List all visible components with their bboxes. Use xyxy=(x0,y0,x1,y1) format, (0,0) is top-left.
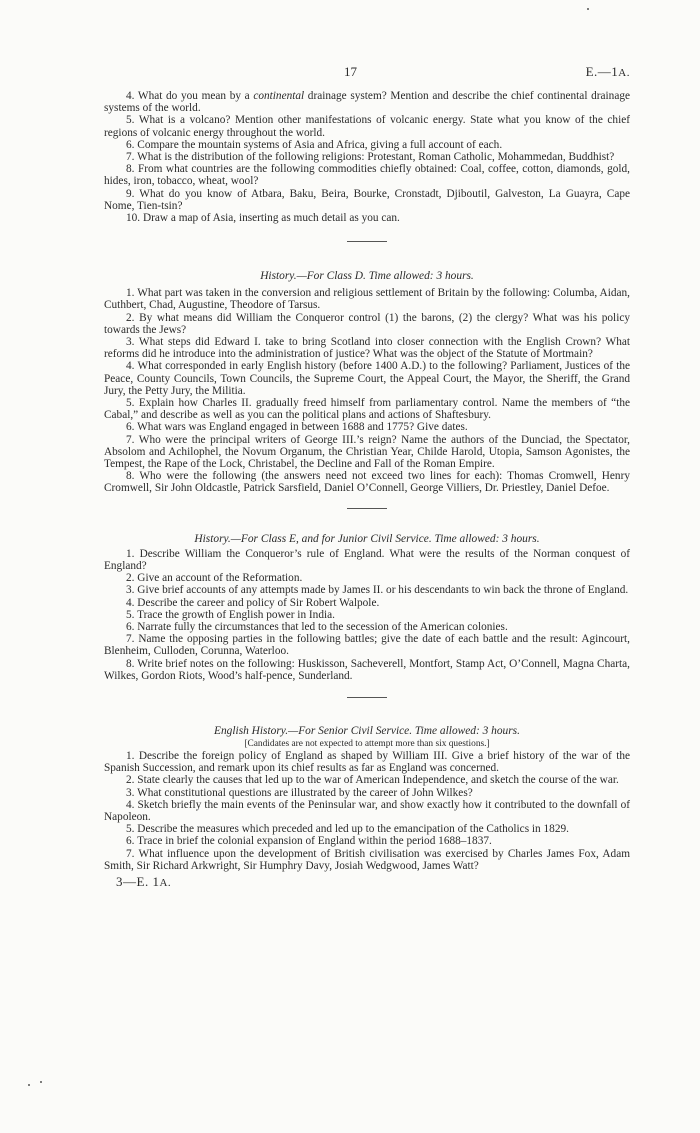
section-title-english-history-senior: English History.—For Senior Civil Service. Time allowed: 3 hours. xyxy=(214,724,520,737)
question: 1. Describe the foreign policy of England as shaped by William III. Give a brief history of the war of the Spanish Succession, and remark upon its chief results as far as England was concerned. xyxy=(104,749,630,775)
question: 9. What do you know of Atbara, Baku, Beira, Bourke, Cronstadt, Djiboutil, Galveston, La Guayra, Cape Nome, Tien-tsin? xyxy=(104,187,630,212)
geography-questions xyxy=(104,90,630,224)
question: 5. Describe the measures which preceded and led up to the emancipation of the Catholics in 1829. xyxy=(126,823,569,836)
question: 8. Write brief notes on the following: Huskisson, Sacheverell, Montfort, Stamp Act, O’Connell, Magna Charta, Wilkes, Gordon Riots, Wood’s half-pence, Sunderland. xyxy=(104,657,630,682)
document-page xyxy=(104,60,630,890)
question: 3. Give brief accounts of any attempts made by James II. or his descendants to win back the throne of England. xyxy=(126,584,629,597)
question: 6. Compare the mountain systems of Asia and Africa, giving a full account of each. xyxy=(126,138,503,151)
question: 2. Give an account of the Reformation. xyxy=(126,572,303,585)
question: 7. Who were the principal writers of George III.’s reign? Name the authors of the Dunciad, the Spectator, Absolom and Achilophel, the Novum Organum, the Christian Year, Childe Harold, Utopia, Samson Agonistes, the Tempest, the Rape of the Lock, Christabel, the Decline and Fall of the Roman Empire. xyxy=(104,433,630,471)
history-class-d-questions xyxy=(104,287,630,494)
question: 7. Name the opposing parties in the following battles; give the date of each battle and the result: Agincourt, Blenheim, Culloden, Corunna, Waterloo. xyxy=(104,633,630,658)
question: 5. Explain how Charles II. gradually freed himself from parliamentary control. Name the members of “the Cabal,” and describe as well as you can the political plans and actions of Shaftesbury. xyxy=(104,397,630,422)
question: 4. Describe the career and policy of Sir Robert Walpole. xyxy=(126,596,380,609)
page-footer-signature: 3—E. 1A. xyxy=(116,873,172,889)
section-title-history-class-d: History.—For Class D. Time allowed: 3 hours. xyxy=(260,270,474,283)
question: 2. By what means did William the Conqueror control (1) the barons, (2) the clergy? What was his policy towards the Jews? xyxy=(104,311,630,336)
section-title-history-class-e: History.—For Class E, and for Junior Civil Service. Time allowed: 3 hours. xyxy=(194,532,540,545)
question: 8. Who were the following (the answers need not exceed two lines for each): Thomas Cromwell, Henry Cromwell, Sir John Oldcastle, Patrick Sarsfield, Daniel O’Connell, George Villiers, Dr. Priestley, Daniel Defoe. xyxy=(104,470,630,495)
question: 6. Narrate fully the circumstances that led to the secession of the American colonies. xyxy=(126,620,508,633)
section-divider xyxy=(347,508,387,509)
question: 2. State clearly the causes that led up to the war of American Independence, and sketch the course of the war. xyxy=(126,774,619,787)
question: 1. Describe William the Conqueror’s rule of England. What were the results of the Norman conquest of England? xyxy=(104,547,630,572)
question: 8. From what countries are the following commodities chiefly obtained: Coal, coffee, cotton, diamonds, gold, hides, iron, tobacco, wheat, wool? xyxy=(104,163,630,188)
question: 4. Sketch briefly the main events of the Peninsular war, and show exactly how it contributed to the downfall of Napoleon. xyxy=(104,798,630,823)
question: 6. What wars was England engaged in between 1688 and 1775? Give dates. xyxy=(126,421,468,434)
page-header xyxy=(104,60,630,82)
english-history-senior-questions xyxy=(104,750,630,872)
question: 7. What influence upon the development of British civilisation was exercised by Charles James Fox, Adam Smith, Sir Richard Arkwright, Sir Humphry Davy, Josiah Wedgwood, James Watt? xyxy=(104,847,630,872)
page-reference: E.—1A. xyxy=(585,64,630,79)
question: 5. Trace the growth of English power in India. xyxy=(126,608,335,621)
scan-speck xyxy=(587,8,589,10)
scan-speck xyxy=(40,1081,42,1083)
scan-speck xyxy=(28,1084,30,1086)
question: 3. What constitutional questions are illustrated by the career of John Wilkes? xyxy=(126,786,473,799)
history-class-e-questions xyxy=(104,548,630,682)
question: 3. What steps did Edward I. take to bring Scotland into closer connection with the English Crown? What reforms did he introduce into the administration of justice? What was the object of the Statute of Mortmain? xyxy=(104,336,630,361)
question: 5. What is a volcano? Mention other manifestations of volcanic energy. State what you know of the chief regions of volcanic energy throughout the world. xyxy=(104,114,630,139)
section-divider xyxy=(347,697,387,698)
page-number: 17 xyxy=(344,64,357,79)
question: 7. What is the distribution of the following religions: Protestant, Roman Catholic, Mohammedan, Buddhist? xyxy=(126,151,615,164)
question: 4. What corresponded in early English history (before 1400 A.D.) to the following? Parliament, Justices of the Peace, County Councils, Town Councils, the Supreme Court, the Appeal Court, the Mayor, the Sheriff, the Grand Jury, the Petty Jury, the Militia. xyxy=(104,360,630,397)
question: 6. Trace in brief the colonial expansion of England within the period 1688–1837. xyxy=(126,835,492,848)
question: 1. What part was taken in the conversion and religious settlement of Britain by the following: Columba, Aidan, Cuthbert, Chad, Augustine, Theodore of Tarsus. xyxy=(104,287,630,312)
section-divider xyxy=(347,241,387,242)
question: 4. What do you mean by a continental drainage system? Mention and describe the chief continental drainage systems of the world. xyxy=(104,90,630,115)
candidates-note: [Candidates are not expected to attempt more than six questions.] xyxy=(244,738,490,749)
question: 10. Draw a map of Asia, inserting as much detail as you can. xyxy=(126,212,400,225)
